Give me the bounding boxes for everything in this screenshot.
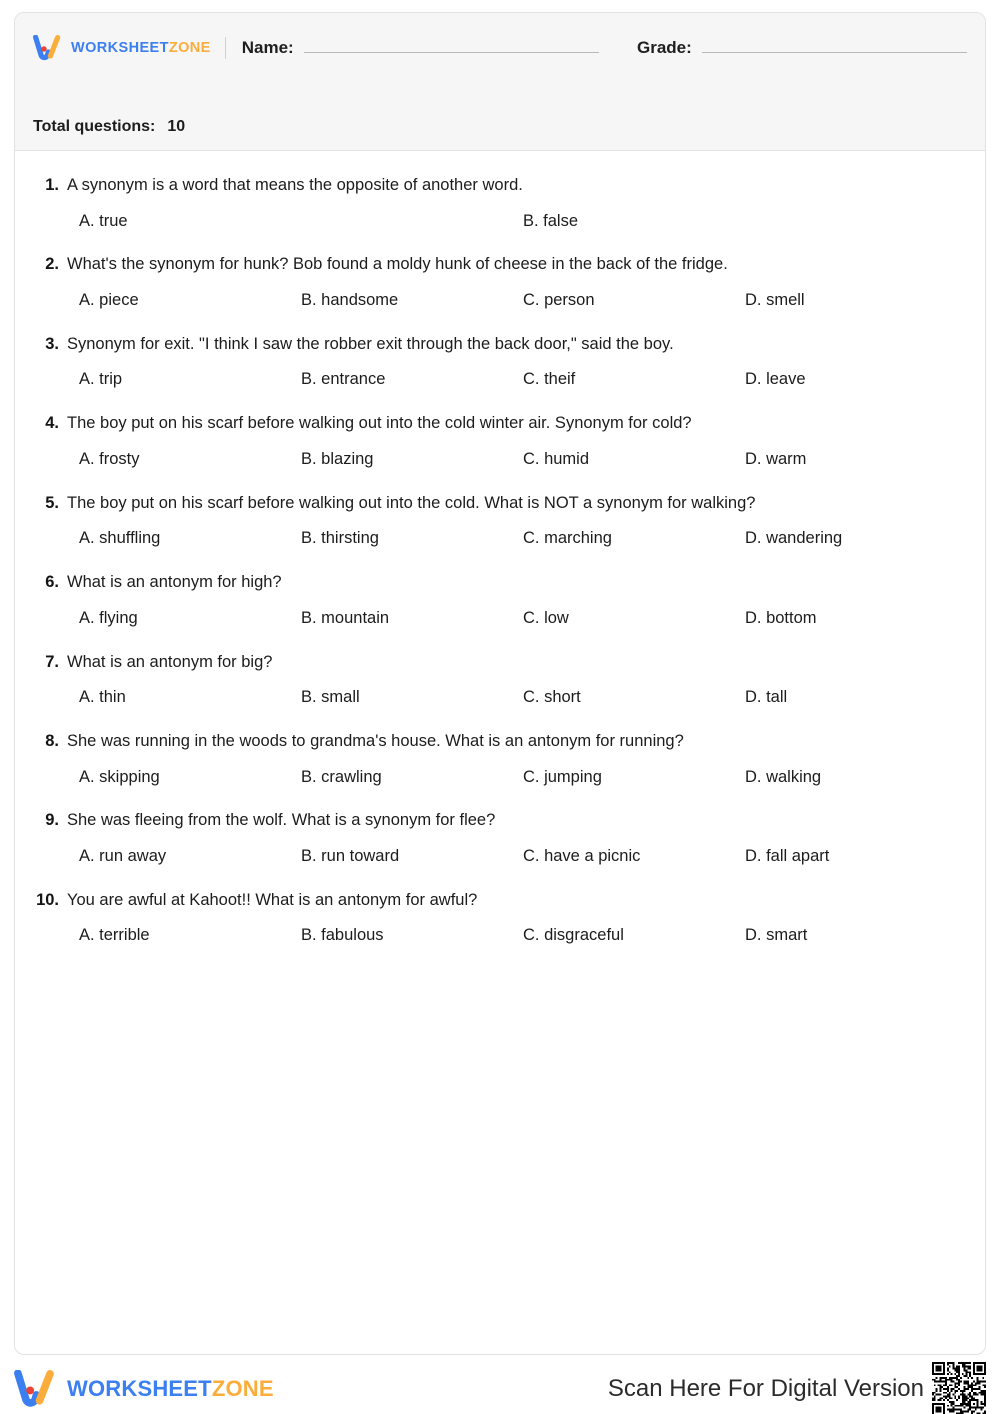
answer-options (33, 609, 967, 629)
answer-option[interactable]: A. true (79, 211, 128, 230)
answer-option[interactable]: B. handsome (301, 291, 399, 310)
answer-option[interactable]: C. low (523, 608, 569, 627)
brand-word-worksheet: WORKSHEET (71, 39, 169, 56)
footer-scan-group (608, 1362, 986, 1414)
question-number: 4. (45, 414, 59, 433)
question-text: What is an antonym for high? (67, 573, 282, 592)
answer-option[interactable]: A. shuffling (79, 529, 161, 548)
total-questions-value: 10 (167, 118, 186, 135)
answer-option[interactable]: B. run toward (301, 847, 400, 865)
answer-options (33, 450, 967, 470)
header-divider (225, 37, 226, 59)
total-questions (33, 118, 185, 136)
answer-option[interactable]: A. frosty (79, 449, 140, 468)
answer-option[interactable]: B. mountain (301, 608, 390, 627)
total-questions-label: Total questions: (33, 118, 156, 135)
answer-option[interactable]: A. run away (79, 847, 167, 865)
answer-option[interactable]: B. small (301, 688, 360, 707)
question-text: She was fleeing from the wolf. What is a synonym for flee? (67, 811, 496, 830)
question-number: 9. (45, 811, 59, 830)
answer-option[interactable]: B. entrance (301, 370, 386, 389)
name-label: Name: (241, 38, 294, 57)
answer-option[interactable]: B. crawling (301, 767, 382, 786)
answer-option[interactable]: A. terrible (79, 926, 150, 945)
question-item (33, 572, 967, 628)
answer-options (33, 847, 967, 867)
answer-option[interactable]: A. thin (79, 688, 126, 707)
qr-code-icon[interactable] (932, 1362, 986, 1414)
worksheet-card (14, 12, 986, 1355)
scan-instruction-text: Scan Here For Digital Version (607, 1375, 924, 1402)
question-text: The boy put on his scarf before walking out into the cold. What is NOT a synonym for walking? (67, 493, 756, 512)
question-heading (33, 652, 967, 673)
question-item (33, 334, 967, 390)
answer-option[interactable]: C. marching (523, 529, 612, 548)
worksheet-zone-w-logo-icon (14, 1370, 58, 1408)
worksheet-footer (0, 1364, 1000, 1414)
question-item (33, 254, 967, 310)
question-number: 2. (45, 255, 59, 274)
question-item (33, 810, 967, 866)
question-item (33, 175, 967, 231)
answer-option[interactable]: D. smart (745, 926, 808, 945)
brand-wordmark (71, 41, 211, 56)
question-heading (33, 493, 967, 514)
footer-brand-logo (14, 1370, 274, 1408)
footer-brand-word-zone: ZONE (211, 1376, 274, 1401)
question-heading (33, 810, 967, 831)
answer-options (33, 291, 967, 311)
answer-option[interactable]: C. have a picnic (523, 847, 641, 865)
question-number: 1. (45, 176, 59, 194)
question-heading (33, 890, 967, 911)
question-text: You are awful at Kahoot!! What is an antonym for awful? (67, 890, 478, 909)
questions-list (15, 151, 985, 979)
question-number: 10. (36, 890, 59, 909)
worksheet-zone-w-logo-icon (33, 35, 63, 61)
question-text: A synonym is a word that means the opposite of another word. (67, 176, 523, 194)
question-heading (33, 413, 967, 434)
answer-option[interactable]: D. fall apart (745, 847, 830, 865)
question-item (33, 890, 967, 946)
question-text: What's the synonym for hunk? Bob found a moldy hunk of cheese in the back of the fridge. (67, 255, 728, 274)
answer-option[interactable]: D. bottom (745, 608, 817, 627)
question-heading (33, 175, 967, 196)
answer-options (33, 212, 967, 232)
answer-option[interactable]: A. trip (79, 370, 123, 389)
grade-label: Grade: (637, 38, 692, 57)
answer-option[interactable]: B. fabulous (301, 926, 384, 945)
question-text: What is an antonym for big? (67, 652, 273, 671)
footer-brand-word-worksheet: WORKSHEET (67, 1376, 212, 1401)
answer-option[interactable]: D. warm (745, 449, 807, 468)
grade-field[interactable] (637, 38, 967, 58)
answer-option[interactable]: C. theif (523, 370, 576, 389)
answer-option[interactable]: D. tall (745, 688, 788, 707)
question-number: 8. (45, 731, 59, 750)
question-item (33, 413, 967, 469)
brand-word-zone: ZONE (168, 39, 211, 56)
answer-option[interactable]: C. person (523, 291, 595, 310)
answer-options (33, 688, 967, 708)
name-input-line[interactable] (304, 52, 599, 53)
header-row (15, 13, 985, 65)
answer-options (33, 926, 967, 946)
answer-option[interactable]: D. walking (745, 767, 822, 786)
answer-options (33, 768, 967, 788)
question-item (33, 731, 967, 787)
grade-input-line[interactable] (702, 52, 967, 53)
question-item (33, 493, 967, 549)
answer-option[interactable]: B. false (523, 211, 579, 230)
question-item (33, 652, 967, 708)
header-brand-logo (33, 35, 211, 61)
question-number: 6. (45, 573, 59, 592)
answer-options (33, 529, 967, 549)
question-number: 5. (45, 493, 59, 512)
answer-options (33, 370, 967, 390)
answer-option[interactable]: D. smell (745, 291, 805, 310)
answer-option[interactable]: C. short (523, 688, 581, 707)
footer-brand-wordmark (67, 1378, 274, 1400)
answer-option[interactable]: B. thirsting (301, 529, 379, 548)
question-number: 3. (45, 334, 59, 353)
answer-option[interactable]: A. flying (79, 608, 138, 627)
answer-option[interactable]: C. disgraceful (523, 926, 624, 945)
answer-option[interactable]: B. blazing (301, 449, 374, 468)
answer-option[interactable]: A. skipping (79, 767, 160, 786)
question-number: 7. (45, 652, 59, 671)
answer-option[interactable]: D. leave (745, 370, 806, 389)
answer-option[interactable]: A. piece (79, 291, 139, 310)
worksheet-header (15, 13, 985, 151)
name-field[interactable] (242, 38, 599, 58)
question-text: She was running in the woods to grandma's house. What is an antonym for running? (67, 731, 684, 750)
answer-option[interactable]: C. humid (523, 449, 590, 468)
question-text: The boy put on his scarf before walking out into the cold winter air. Synonym for cold? (67, 414, 692, 433)
question-heading (33, 334, 967, 355)
question-text: Synonym for exit. "I think I saw the robber exit through the back door," said the boy. (67, 334, 674, 353)
question-heading (33, 254, 967, 275)
question-heading (33, 731, 967, 752)
answer-option[interactable]: D. wandering (745, 529, 843, 548)
question-heading (33, 572, 967, 593)
answer-option[interactable]: C. jumping (523, 767, 602, 786)
